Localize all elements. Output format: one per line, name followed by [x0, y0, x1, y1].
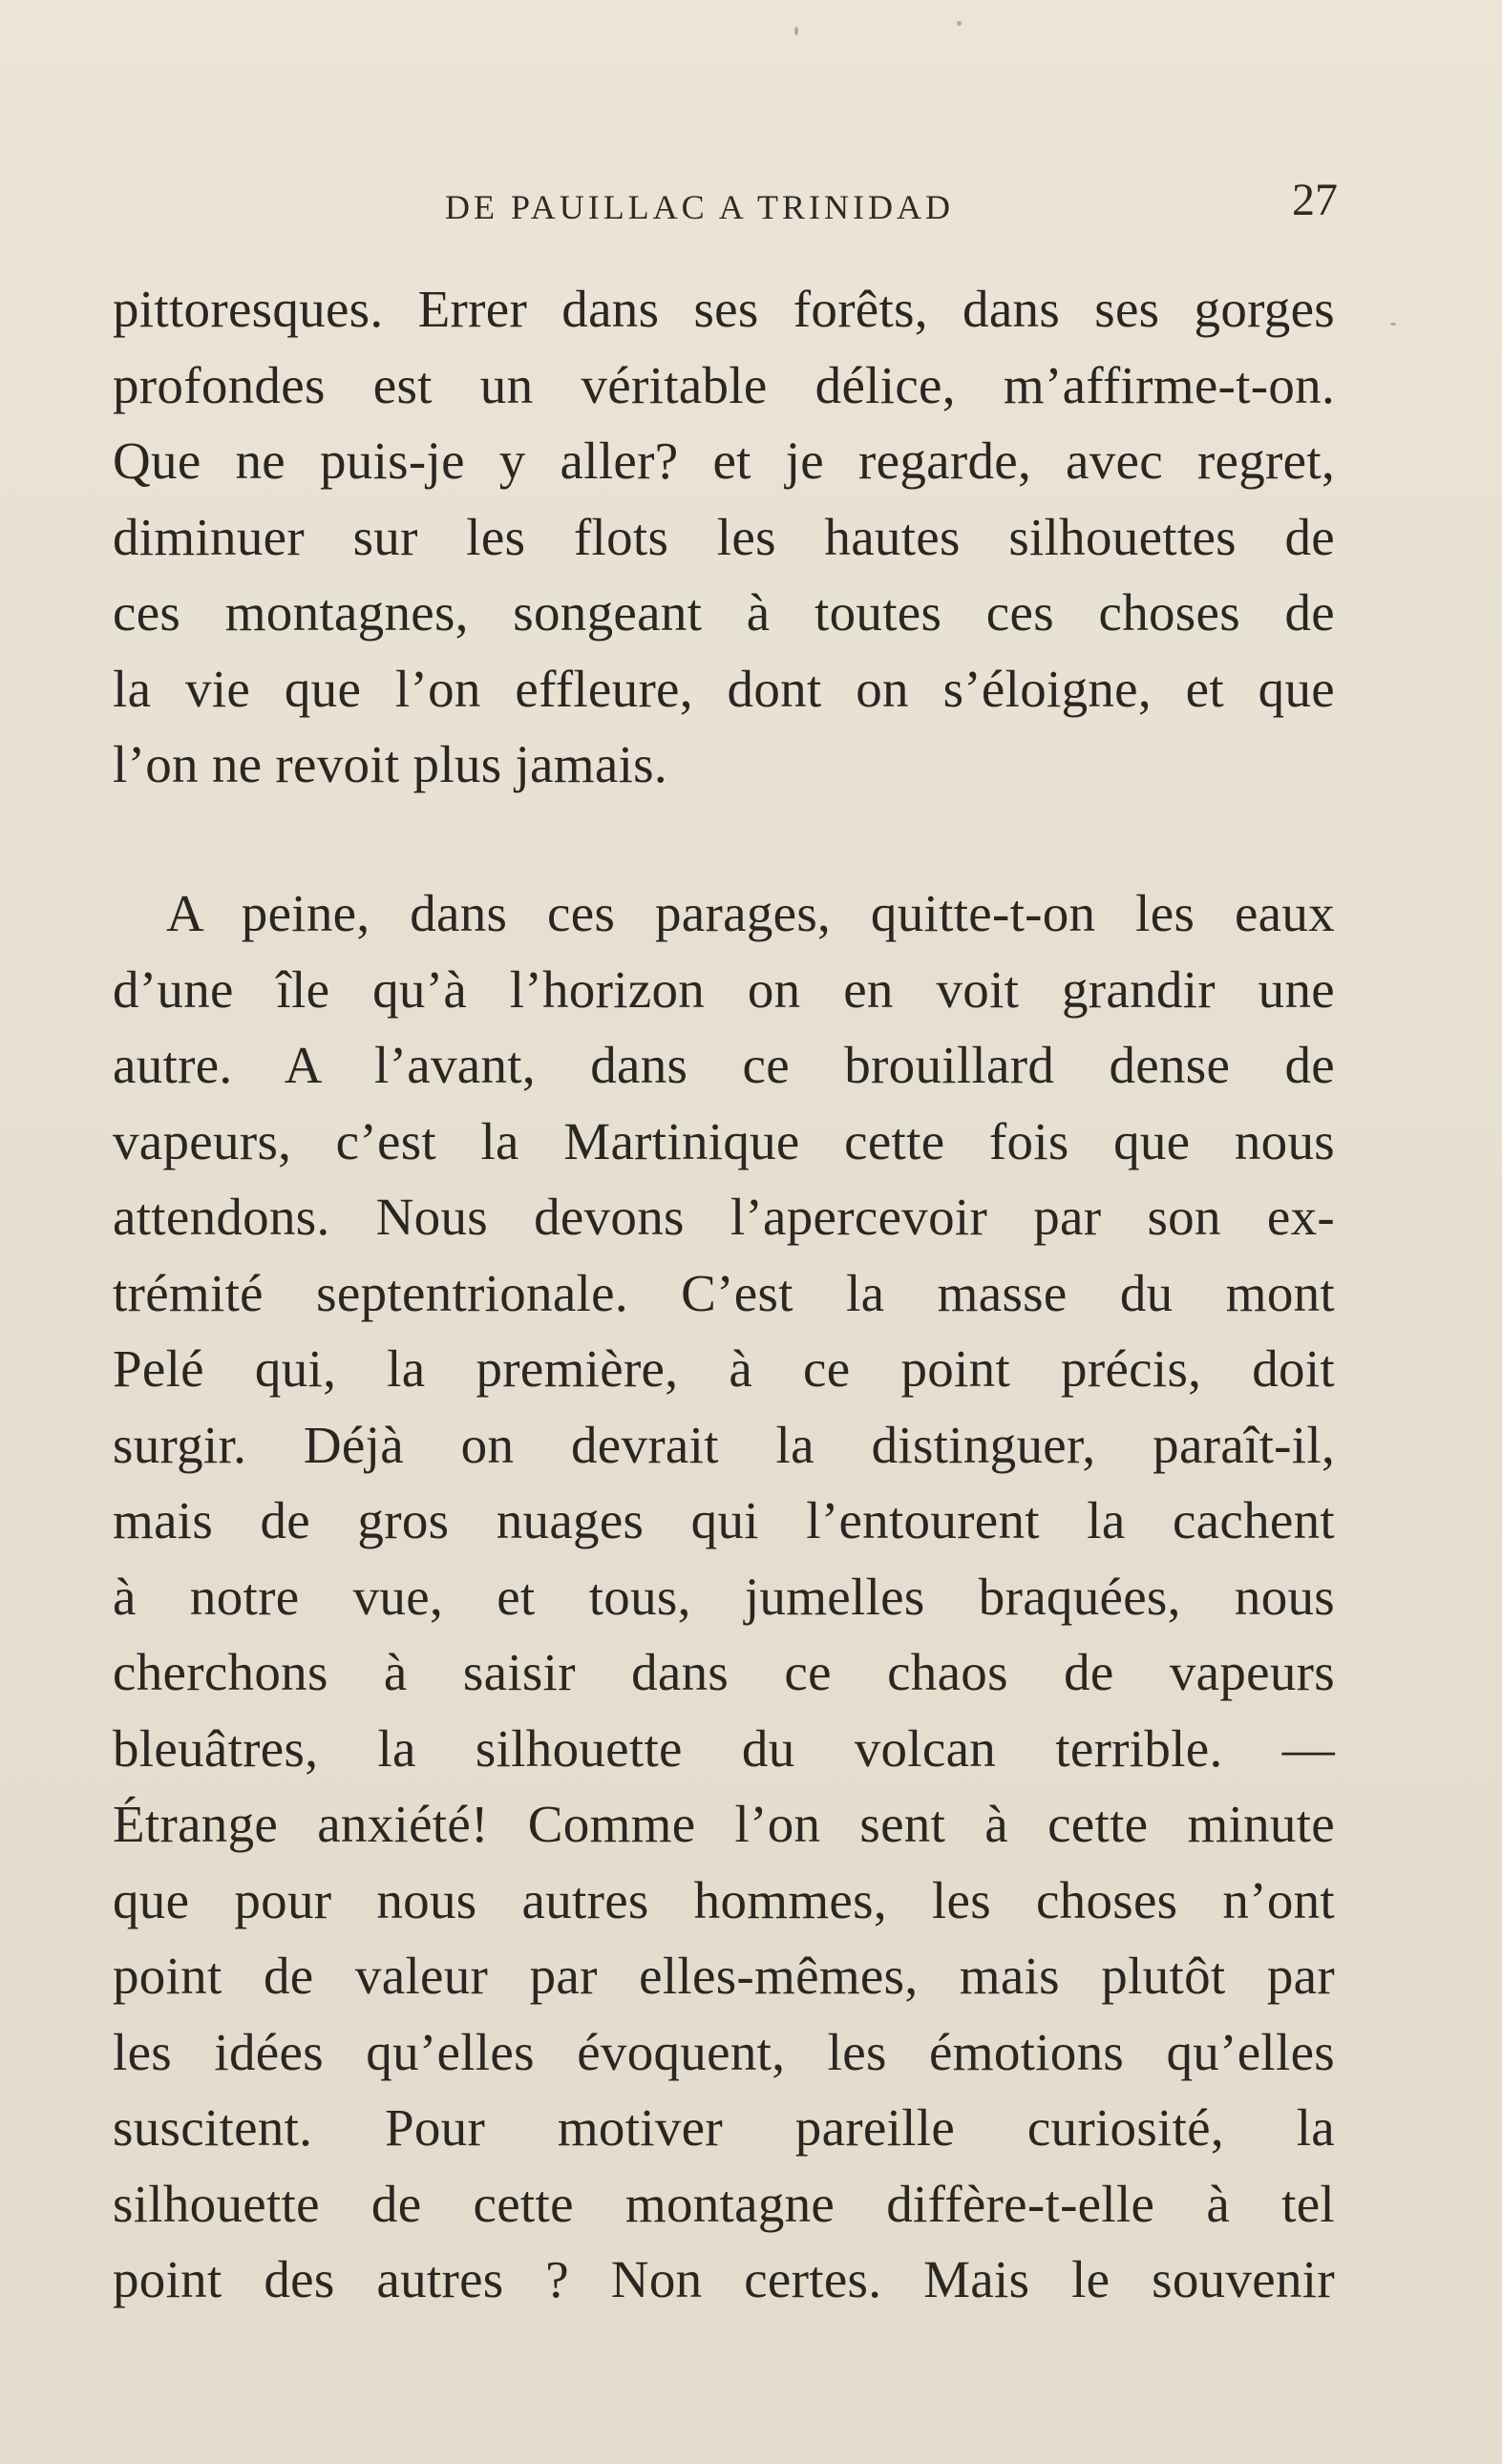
text-line: suscitent. Pour motiver pareille curiosité, la — [113, 2098, 1335, 2157]
page-number: 27 — [1292, 175, 1338, 225]
paper-speck — [794, 27, 798, 35]
paragraph-1 — [113, 271, 1335, 803]
text-line: bleuâtres, la silhouette du volcan terrible. — — [113, 1718, 1335, 1778]
text-line: attendons. Nous devons l’apercevoir par son ex- — [113, 1188, 1335, 1246]
text-line: Étrange anxiété! Comme l’on sent à cette minute — [113, 1795, 1335, 1853]
text-line: pittoresques. Errer dans ses forêts, dans ses gorges — [113, 280, 1335, 338]
text-line: que pour nous autres hommes, les choses n’ont — [113, 1870, 1335, 1929]
text-line: point de valeur par elles-mêmes, mais plutôt par — [113, 1947, 1335, 2005]
text-line: d’une île qu’à l’horizon on en voit grandir une — [113, 959, 1335, 1019]
text-line: vapeurs, c’est la Martinique cette fois que nous — [113, 1111, 1335, 1170]
text-line: cherchons à saisir dans ce chaos de vapeurs — [113, 1643, 1335, 1701]
text-line: diminuer sur les flots les hautes silhouettes de — [113, 507, 1335, 566]
text-line: à notre vue, et tous, jumelles braquées, nous — [113, 1567, 1335, 1626]
text-line: Que ne puis-je y aller? et je regarde, avec regret, — [113, 432, 1335, 490]
text-line: les idées qu’elles évoquent, les émotions qu’elles — [113, 2022, 1335, 2081]
paragraph-2 — [113, 875, 1335, 2318]
text-line: mais de gros nuages qui l’entourent la cachent — [113, 1491, 1335, 1549]
text-line: la vie que l’on effleure, dont on s’éloigne, et que — [113, 659, 1335, 718]
text-line: profondes est un véritable délice, m’affirme-t-on. — [113, 355, 1335, 414]
text-line: ces montagnes, songeant à toutes ces choses de — [113, 583, 1335, 642]
paper-speck — [957, 21, 962, 26]
running-head-title: DE PAUILLAC A TRINIDAD — [445, 188, 955, 226]
text-line: Pelé qui, la première, à ce point précis, doit — [113, 1339, 1335, 1398]
text-line: l’on ne revoit plus jamais. — [113, 735, 667, 793]
text-line: autre. A l’avant, dans ce brouillard dense de — [113, 1036, 1335, 1094]
text-line: surgir. Déjà on devrait la distinguer, paraît-il, — [113, 1415, 1335, 1474]
text-line: silhouette de cette montagne diffère-t-elle à tel — [113, 2174, 1335, 2233]
paper-speck — [1390, 323, 1396, 326]
text-line: trémité septentrionale. C’est la masse du mont — [113, 1263, 1335, 1322]
text-line: point des autres ? Non certes. Mais le souvenir — [113, 2250, 1335, 2308]
text-line: A peine, dans ces parages, quitte-t-on les eaux — [166, 884, 1335, 942]
